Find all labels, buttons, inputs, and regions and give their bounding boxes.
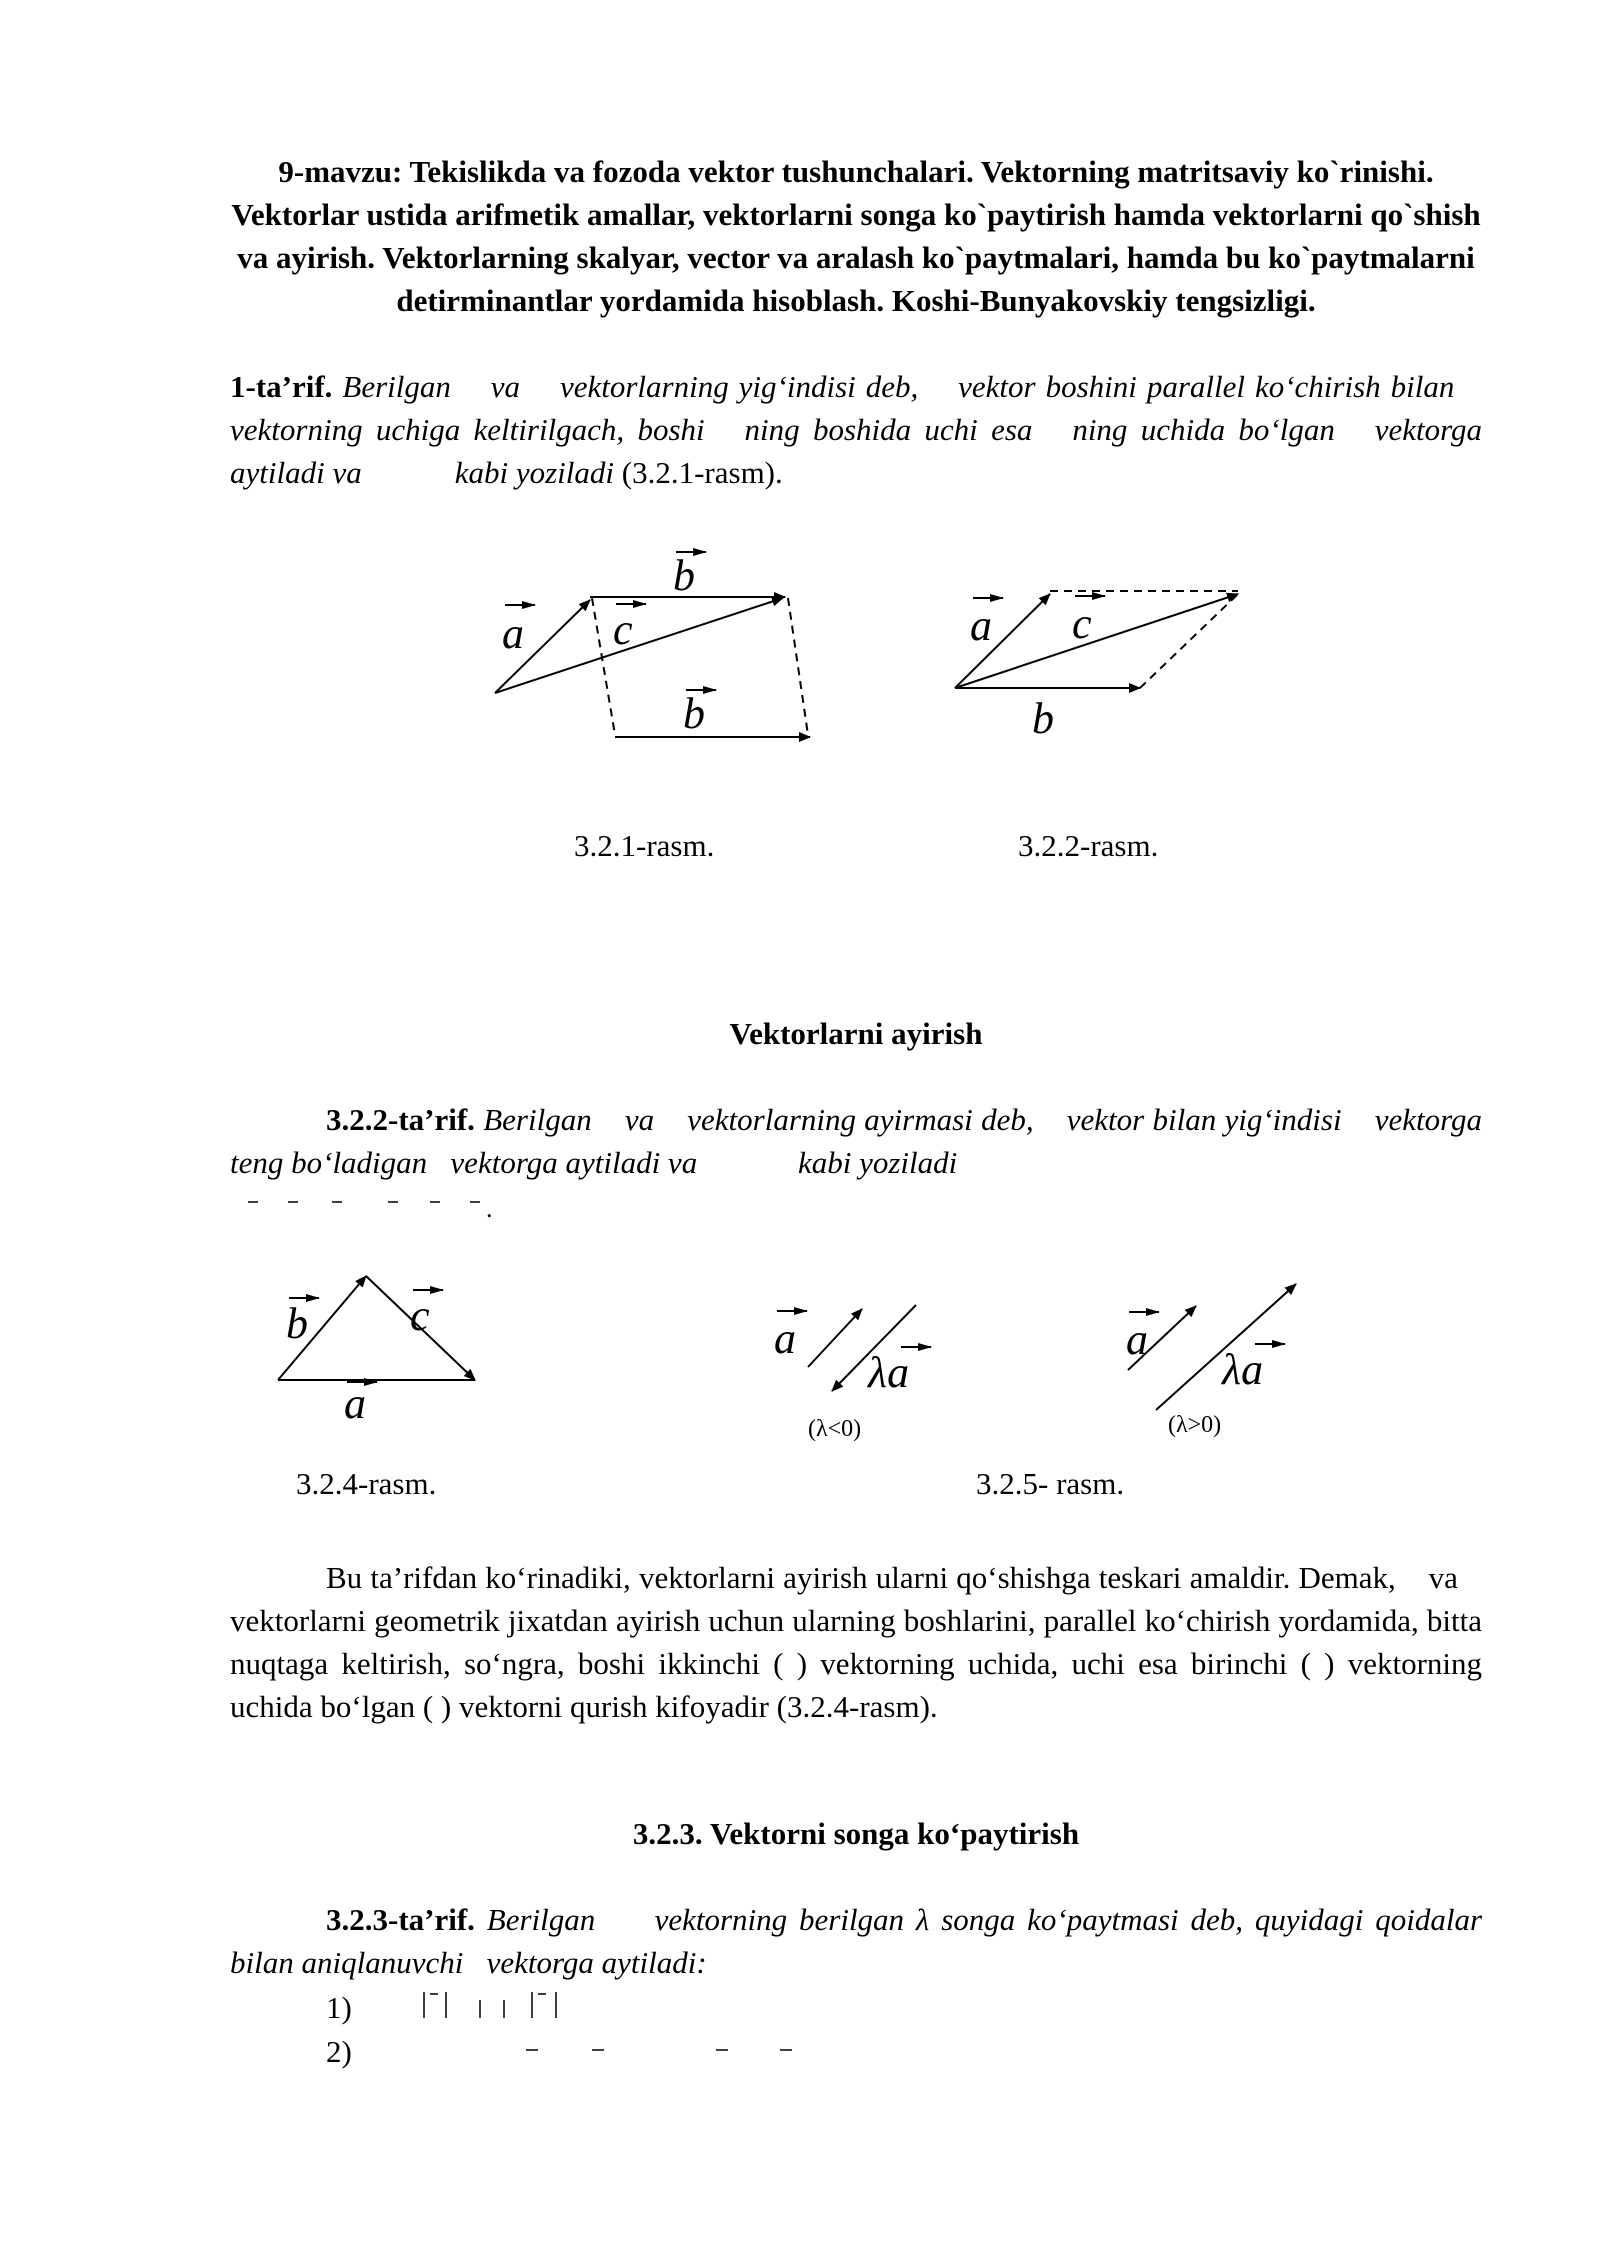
para-text-6: ) [440, 1689, 452, 1724]
def3-text-2: vektorning berilgan [654, 1902, 905, 1937]
vector-a-arrow [808, 1309, 862, 1367]
def3-text-4: vektorga aytiladi: [486, 1945, 707, 1980]
label-a: a [774, 1314, 796, 1363]
para-text-7: vektorni qurish kifoyadir (3.2.4-rasm). [458, 1689, 938, 1724]
condition-negative: (λ<0) [808, 1416, 862, 1442]
label-a: a [970, 601, 992, 650]
paragraph-subtraction [230, 1556, 1482, 1728]
label-a: a [502, 609, 524, 658]
para-text-1: Bu ta’rifdan ko‘rinadiki, vektorlarni ayirish ularni qo‘shishga teskari amaldir. Demak, [326, 1560, 1396, 1595]
label-c: c [613, 605, 633, 654]
page-title: 9-mavzu: Tekislikda va fozoda vektor tushunchalari. Vektorning matritsaviy ko`rinishi. Vektorlar ustida arifmetik amallar, vektorlarni songa ko`paytirish hamda vektorlarni qo`shish va ayirish. Vektorlarning skalyar, vector va aralash ko`paytmalari, hamda bu ko`paytmalarni detirminantlar yordamida hisoblash. Koshi-Bunyakovskiy tengsizligi. [231, 154, 1481, 318]
formula-remnant-1 [420, 1988, 570, 2024]
def1-text-2: va [490, 369, 521, 404]
label-b-top: b [673, 551, 695, 600]
definition-3-2-2-label: 3.2.2-ta’rif. [326, 1102, 475, 1137]
dashed-edge [788, 598, 808, 735]
def1-text-3: vektorlarning yig‘indisi deb, [559, 369, 919, 404]
label-b: b [1032, 694, 1054, 743]
figure-3-2-4 [270, 1270, 500, 1430]
def2-text-3: vektorlarning ayirmasi deb, [687, 1102, 1034, 1137]
condition-positive: (λ>0) [1168, 1412, 1222, 1438]
label-c: c [1072, 599, 1092, 648]
vector-c-arrow [495, 598, 783, 693]
def1-text-7: ning uchida bo‘lgan [1072, 412, 1335, 447]
figure-3-2-1 [480, 540, 840, 760]
formula-remnant-2 [520, 2044, 810, 2056]
def1-figure-ref: (3.2.1-rasm). [621, 455, 783, 490]
dashed-edge [1140, 594, 1238, 688]
def2-text-4: vektor bilan yig‘indisi [1066, 1102, 1342, 1137]
def1-text-6: ning boshida uchi esa [744, 412, 1033, 447]
definition-3-2-2 [230, 1098, 1482, 1184]
definition-3-2-3 [230, 1898, 1482, 1984]
def3-text-1: Berilgan [486, 1902, 596, 1937]
formula-remnant-3 [244, 1196, 484, 1208]
def3-lambda: λ [915, 1902, 930, 1937]
figure-3-2-5-positive [1120, 1270, 1320, 1420]
label-a: a [1126, 1315, 1148, 1364]
def1-text-9: kabi yoziladi [454, 455, 615, 490]
caption-3-2-4: 3.2.4-rasm. [296, 1466, 437, 1501]
label-lambda-a: λa [1222, 1345, 1264, 1394]
para-text-3: vektorlarni geometrik jixatdan ayirish uchun ularning boshlarini, parallel ko‘chirish yordamida, bitta nuqtaga keltirish, so‘ngra, boshi ikkinchi ( [230, 1603, 1482, 1681]
def2-text-6: vektorga aytiladi va [450, 1145, 698, 1180]
caption-3-2-2: 3.2.2-rasm. [1018, 828, 1159, 863]
label-lambda-a: λa [868, 1348, 910, 1397]
vector-c-arrow [955, 594, 1238, 688]
definition-1 [230, 365, 1482, 494]
label-a: a [344, 1379, 366, 1428]
list-item-1: 1) [326, 1990, 352, 2025]
def1-text-4: vektor boshini parallel ko‘chirish bilan [958, 369, 1455, 404]
def1-text-5: vektorning uchiga keltirilgach, boshi [230, 412, 705, 447]
def2-text-7: kabi yoziladi [797, 1145, 958, 1180]
label-b: b [286, 1299, 308, 1348]
label-b-bottom: b [683, 689, 705, 738]
section-heading-subtraction: Vektorlarni ayirish [729, 1016, 983, 1051]
caption-3-2-1: 3.2.1-rasm. [574, 828, 715, 863]
def2-text-1: Berilgan [483, 1102, 592, 1137]
dashed-edge [592, 598, 615, 735]
definition-1-label: 1-ta’rif. [230, 369, 333, 404]
def3-text-3: songa ko‘paytmasi deb, quyidagi qoidalar bilan aniqlanuvchi [230, 1902, 1483, 1980]
figure-3-2-2 [940, 570, 1260, 750]
list-item-2: 2) [326, 2034, 352, 2069]
para-text-4: ) vektorning uchida, uchi esa birinchi ( [796, 1646, 1311, 1681]
def1-text-1: Berilgan [342, 369, 451, 404]
label-c: c [410, 1291, 430, 1340]
definition-3-2-3-label: 3.2.3-ta’rif. [326, 1902, 475, 1937]
def2-text-2: va [624, 1102, 655, 1137]
para-text-2: va [1428, 1560, 1458, 1595]
figure-3-2-5-negative [770, 1295, 970, 1425]
def2-end: . [486, 1194, 493, 1223]
para-text-5: ) vektorning uchida bo‘lgan ( [230, 1646, 1483, 1724]
caption-3-2-5: 3.2.5- rasm. [976, 1466, 1125, 1501]
def1-text-8: vektorga aytiladi va [230, 412, 1483, 490]
section-heading-scalar: 3.2.3. Vektorni songa ko‘paytirish [632, 1816, 1080, 1851]
def2-text-5: vektorga teng bo‘ladigan [230, 1102, 1483, 1180]
